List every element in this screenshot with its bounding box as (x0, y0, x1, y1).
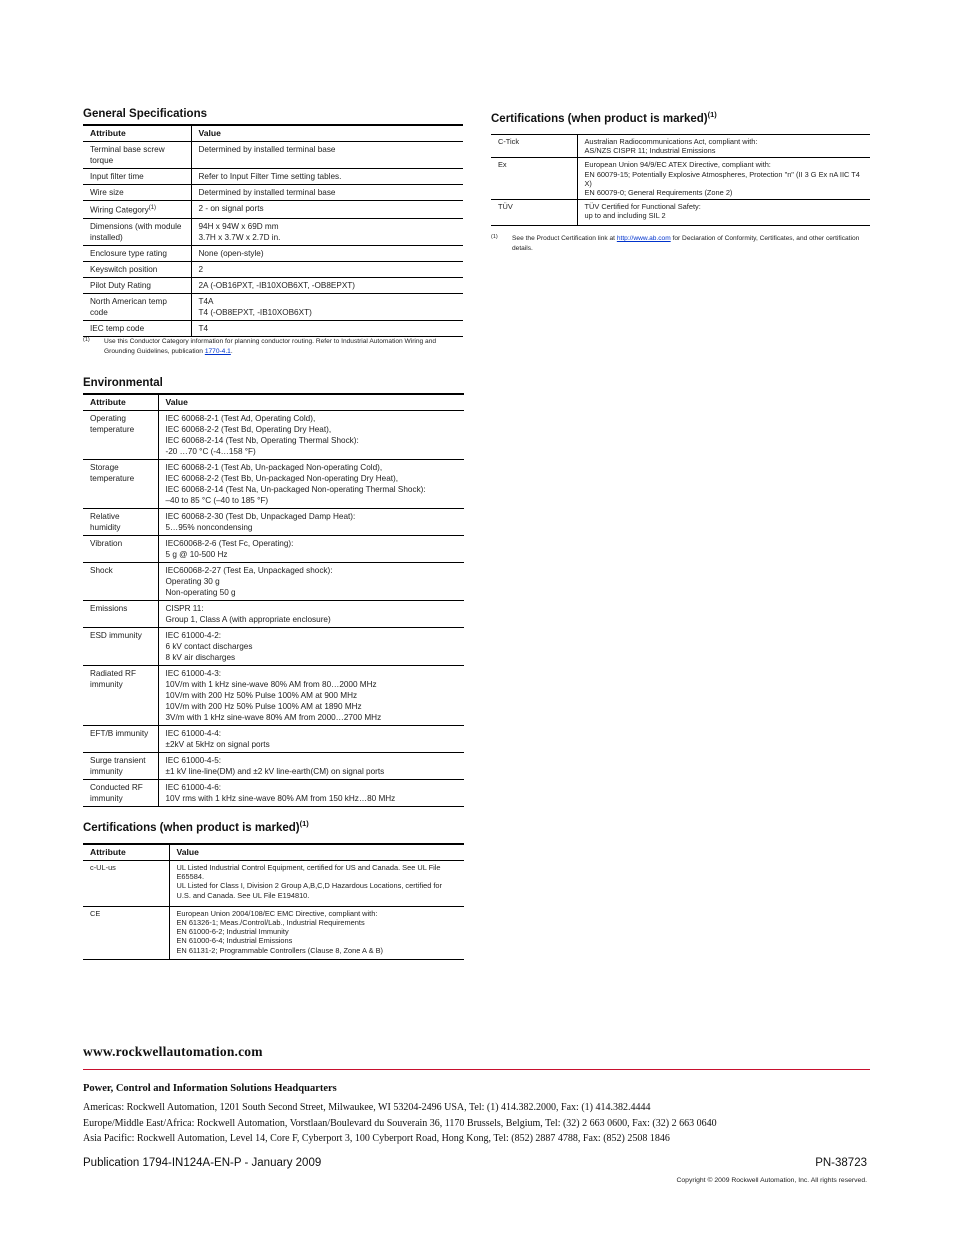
general-specs-title: General Specifications (83, 108, 207, 120)
value-cell: Determined by installed terminal base (191, 142, 463, 169)
table-row (491, 200, 870, 225)
value-cell: IEC 61000-4-2: 6 kV contact discharges 8 kV air discharges (158, 628, 464, 666)
value-cell: UL Listed Industrial Control Equipment, certified for US and Canada. See UL File E65584. UL Listed for Class I, Division 2 Group A,B,C,D Hazardous Locations, certified for U.S. and Canada. See UL File E194810. (169, 861, 464, 907)
table-row (83, 277, 463, 293)
footnote-text-block (491, 234, 870, 254)
table-header-row (83, 844, 464, 861)
attribute-cell: CE (83, 906, 169, 959)
attribute-cell: Enclosure type rating (83, 245, 191, 261)
value-cell: IEC 61000-4-4: ±2kV at 5kHz on signal ports (158, 726, 464, 753)
table-row (83, 293, 463, 320)
table-row (83, 906, 464, 959)
publication-link[interactable]: 1770-4.1 (204, 348, 231, 355)
attribute-cell: Conducted RF immunity (83, 780, 158, 807)
table-row (83, 320, 463, 336)
table-row (83, 185, 463, 201)
attribute-cell (83, 201, 191, 219)
value-cell: IEC60068-2-6 (Test Fc, Operating): 5 g @ 10-500 Hz (158, 536, 464, 563)
footnote-end: . (230, 348, 233, 355)
attribute-cell: Terminal base screw torque (83, 142, 191, 169)
address-asia-pacific: Asia Pacific: Rockwell Automation, Level 14, Core F, Cyberport 3, 100 Cyberport Road, Hong Kong, Tel: (852) 2887 4788, Fax: (852) 2508 1846 (83, 1133, 670, 1144)
table-row (83, 169, 463, 185)
table-row (83, 142, 463, 169)
certifications-left-table (83, 843, 464, 960)
value-cell: IEC 61000-4-6: 10V rms with 1 kHz sine-wave 80% AM from 150 kHz…80 MHz (158, 780, 464, 807)
value-cell: Determined by installed terminal base (191, 185, 463, 201)
address-americas: Americas: Rockwell Automation, 1201 South Second Street, Milwaukee, WI 53204-2496 USA, Tel: (1) 414.382.2000, Fax: (1) 414.382.4444 (83, 1102, 651, 1113)
value-cell: 2A (-OB16PXT, -IB10XOB6XT, -OB8EPXT) (191, 277, 463, 293)
attribute-cell: Shock (83, 563, 158, 601)
environmental-table (83, 393, 464, 807)
attribute-cell: Ex (491, 158, 577, 200)
value-cell: IEC 60068-2-1 (Test Ab, Un-packaged Non-operating Cold), IEC 60068-2-2 (Test Bb, Un-packaged Non-operating Dry Heat), IEC 60068-2-14 (Test Na, Un-packaged Non-operating Thermal Shock): –40 to 85 °C (–40 to 185 °F) (158, 460, 464, 509)
footnote-mark: (1) (83, 337, 90, 343)
table-row (83, 536, 464, 563)
value-cell: T4A T4 (-OB8EPXT, -IB10XOB6XT) (191, 293, 463, 320)
copyright-notice: Copyright © 2009 Rockwell Automation, Inc. All rights reserved. (676, 1177, 867, 1184)
certifications-right-title (491, 110, 717, 125)
value-cell: 2 (191, 261, 463, 277)
table-row (83, 753, 464, 780)
table-row (83, 780, 464, 807)
footnote-text: See the Product Certification link at (512, 235, 617, 242)
column-header: Attribute (83, 394, 158, 411)
attribute-cell: Wire size (83, 185, 191, 201)
table-row (83, 218, 463, 245)
certifications-title-text: Certifications (when product is marked) (491, 112, 708, 125)
attribute-cell: Pilot Duty Rating (83, 277, 191, 293)
value-cell: IEC 61000-4-5: ±1 kV line-line(DM) and ±2 kV line-earth(CM) on signal ports (158, 753, 464, 780)
table-row (83, 861, 464, 907)
footnote-ref: (1) (707, 110, 717, 119)
table-row (83, 245, 463, 261)
table-row (83, 666, 464, 726)
table-row (491, 135, 870, 158)
column-header: Value (158, 394, 464, 411)
part-number: PN-38723 (815, 1157, 867, 1169)
footnote-ref: (1) (299, 819, 309, 828)
value-cell: Australian Radiocommunications Act, compliant with: AS/NZS CISPR 11; Industrial Emissions (577, 135, 870, 158)
certifications-left-title (83, 819, 309, 834)
headquarters-title: Power, Control and Information Solutions Headquarters (83, 1083, 337, 1094)
ab-website-link[interactable]: http://www.ab.com (616, 235, 671, 242)
attribute-cell: IEC temp code (83, 320, 191, 336)
table-row (83, 628, 464, 666)
table-row (83, 509, 464, 536)
attribute-cell: Relative humidity (83, 509, 158, 536)
attribute-cell: North American temp code (83, 293, 191, 320)
value-cell: T4 (191, 320, 463, 336)
value-cell: European Union 94/9/EC ATEX Directive, compliant with: EN 60079-15; Potentially Explosive Atmospheres, Protection "n" (II 3 G Ex nA IIC T4 X) EN 60079-0; General Requirements (Zone 2) (577, 158, 870, 200)
general-specs-table (83, 124, 463, 337)
table-row (83, 563, 464, 601)
table-row (83, 460, 464, 509)
column-header: Attribute (83, 125, 191, 142)
value-cell: IEC 60068-2-1 (Test Ad, Operating Cold), IEC 60068-2-2 (Test Bd, Operating Dry Heat), IEC 60068-2-14 (Test Nb, Operating Thermal Shock): -20 …70 °C (-4…158 °F) (158, 411, 464, 460)
attribute-cell: Operating temperature (83, 411, 158, 460)
attribute-cell: Radiated RF immunity (83, 666, 158, 726)
certifications-right-table (491, 134, 870, 226)
table-header-row (83, 125, 463, 142)
footnote-end: for Declaration of Conformity, Certificates, and other certification details. (512, 235, 860, 252)
table-row (83, 601, 464, 628)
attribute-cell: Emissions (83, 601, 158, 628)
value-cell: 2 - on signal ports (191, 201, 463, 219)
footnote-ref: (1) (148, 205, 157, 211)
attribute-cell: TÜV (491, 200, 577, 225)
table-header-row (83, 394, 464, 411)
table-row (83, 201, 463, 219)
attribute-cell: Dimensions (with module installed) (83, 218, 191, 245)
table-row (83, 726, 464, 753)
value-cell: IEC 60068-2-30 (Test Db, Unpackaged Damp Heat): 5…95% noncondensing (158, 509, 464, 536)
value-cell: 94H x 94W x 69D mm 3.7H x 3.7W x 2.7D in. (191, 218, 463, 245)
footnote-text: Use this Conductor Category information for planning conductor routing. Refer to Industrial Automation Wiring and Grounding Guidelines, publication (104, 338, 437, 355)
attribute-label: Wiring Category (90, 205, 149, 215)
column-header: Value (191, 125, 463, 142)
attribute-cell: C-Tick (491, 135, 577, 158)
website-url[interactable]: www.rockwellautomation.com (83, 1044, 263, 1059)
attribute-cell: c-UL-us (83, 861, 169, 907)
value-cell: IEC60068-2-27 (Test Ea, Unpackaged shock): Operating 30 g Non-operating 50 g (158, 563, 464, 601)
column-header: Attribute (83, 844, 169, 861)
table-row (83, 411, 464, 460)
table-row (491, 158, 870, 200)
footnote-text-block (83, 337, 463, 357)
footnote-mark: (1) (491, 234, 498, 240)
environmental-title: Environmental (83, 377, 163, 389)
attribute-cell: Storage temperature (83, 460, 158, 509)
general-footnote (83, 337, 463, 357)
attribute-cell: Vibration (83, 536, 158, 563)
attribute-cell: EFT/B immunity (83, 726, 158, 753)
divider-line (83, 1069, 870, 1070)
value-cell: TÜV Certified for Functional Safety: up to and including SIL 2 (577, 200, 870, 225)
table-row (83, 261, 463, 277)
value-cell: IEC 61000-4-3: 10V/m with 1 kHz sine-wave 80% AM from 80…2000 MHz 10V/m with 200 Hz 50% Pulse 100% AM at 900 MHz 10V/m with 200 Hz 50% Pulse 100% AM at 1890 MHz 3V/m with 1 kHz sine-wave 80% AM from 2000…2700 MHz (158, 666, 464, 726)
certifications-title-text: Certifications (when product is marked) (83, 821, 300, 834)
value-cell: CISPR 11: Group 1, Class A (with appropriate enclosure) (158, 601, 464, 628)
column-header: Value (169, 844, 464, 861)
attribute-cell: Input filter time (83, 169, 191, 185)
attribute-cell: ESD immunity (83, 628, 158, 666)
certifications-right-footnote (491, 234, 870, 254)
address-emea: Europe/Middle East/Africa: Rockwell Automation, Vorstlaan/Boulevard du Souverain 36, 1170 Brussels, Belgium, Tel: (32) 2 663 0600, Fax: (32) 2 663 0640 (83, 1118, 717, 1129)
attribute-cell: Keyswitch position (83, 261, 191, 277)
value-cell: European Union 2004/108/EC EMC Directive, compliant with: EN 61326-1; Meas./Control/Lab., Industrial Requirements EN 61000-6-2; Industrial Immunity EN 61000-6-4; Industrial Emissions EN 61131-2; Programmable Controllers (Clause 8, Zone A & B) (169, 906, 464, 959)
value-cell: Refer to Input Filter Time setting tables. (191, 169, 463, 185)
value-cell: None (open-style) (191, 245, 463, 261)
publication-number: Publication 1794-IN124A-EN-P - January 2009 (83, 1157, 322, 1169)
attribute-cell: Surge transient immunity (83, 753, 158, 780)
